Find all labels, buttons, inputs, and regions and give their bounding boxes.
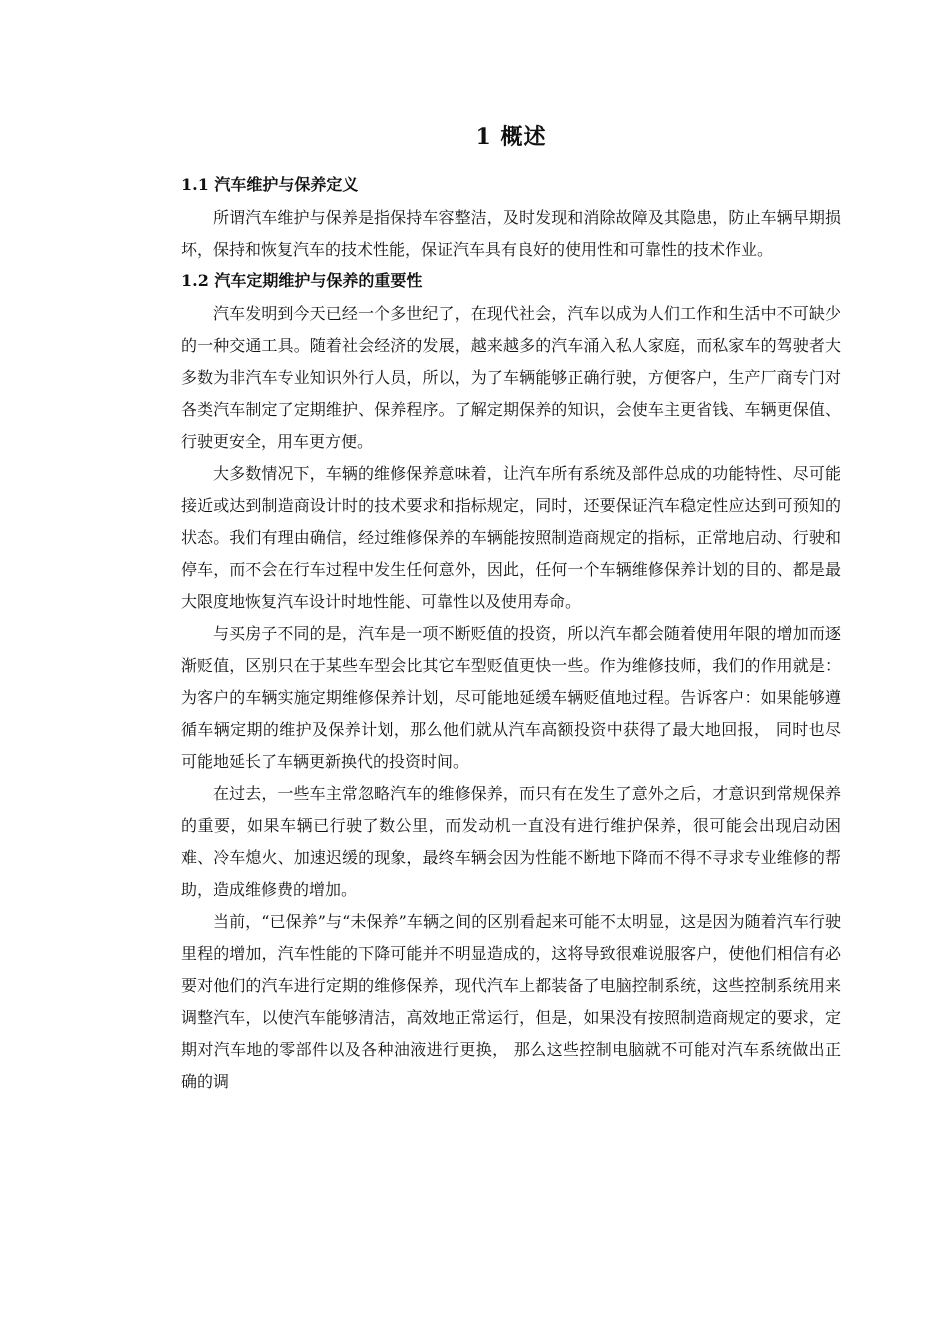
paragraph: 当前，“已保养”与“未保养”车辆之间的区别看起来可能不太明显，这是因为随着汽车行驶里程的增加，汽车性能的下降可能并不明显造成的，这将导致很难说服客户，使他们相信有必要对他们的汽车进行定期的维修保养，现代汽车上都装备了电脑控制系统，这些控制系统用来调整汽车，以使汽车能够清洁，高效地正常运行，但是，如果没有按照制造商规定的要求，定期对汽车地的零部件以及各种油液进行更换， 那么这些控制电脑就不可能对汽车系统做出正确的调	[181, 912, 841, 1091]
paragraph: 汽车发明到今天已经一个多世纪了，在现代社会，汽车以成为人们工作和生活中不可缺少的一种交通工具。随着社会经济的发展，越来越多的汽车涌入私人家庭，而私家车的驾驶者大多数为非汽车专业知识外行人员，所以，为了车辆能够正确行驶，方便客户，生产厂商专门对各类汽车制定了定期维护、保养程序。了解定期保养的知识，会使车主更省钱、车辆更保值、行驶更安全，用车更方便。	[181, 304, 841, 451]
paragraph: 与买房子不同的是，汽车是一项不断贬值的投资，所以汽车都会随着使用年限的增加而逐渐贬值，区别只在于某些车型会比其它车型贬值更快一些。作为维修技师，我们的作用就是：为客户的车辆实施定期维修保养计划，尽可能地延缓车辆贬值地过程。告诉客户：如果能够遵循车辆定期的维护及保养计划，那么他们就从汽车高额投资中获得了最大地回报， 同时也尽可能地延长了车辆更新换代的投资时间。	[181, 624, 841, 771]
chapter-title: 1 概述	[475, 124, 547, 150]
section-title-1-2: 1.2 汽车定期维护与保养的重要性	[181, 271, 423, 290]
paragraph: 所谓汽车维护与保养是指保持车容整洁，及时发现和消除故障及其隐患，防止车辆早期损坏，保持和恢复汽车的技术性能，保证汽车具有良好的使用性和可靠性的技术作业。	[181, 208, 841, 259]
paragraph: 大多数情况下，车辆的维修保养意味着，让汽车所有系统及部件总成的功能特性、尽可能接近或达到制造商设计时的技术要求和指标规定，同时，还要保证汽车稳定性应达到可预知的状态。我们有理由确信，经过维修保养的车辆能按照制造商规定的指标，正常地启动、行驶和停车，而不会在行车过程中发生任何意外，因此，任何一个车辆维修保养计划的目的、都是最大限度地恢复汽车设计时地性能、可靠性以及使用寿命。	[181, 464, 841, 611]
document-body	[181, 120, 841, 1098]
section-title-1-1: 1.1 汽车维护与保养定义	[181, 175, 359, 194]
paragraph: 在过去，一些车主常忽略汽车的维修保养，而只有在发生了意外之后，才意识到常规保养的重要，如果车辆已行驶了数公里，而发动机一直没有进行维护保养，很可能会出现启动困难、冷车熄火、加速迟缓的现象，最终车辆会因为性能不断地下降而不得不寻求专业维修的帮助，造成维修费的增加。	[181, 784, 841, 899]
